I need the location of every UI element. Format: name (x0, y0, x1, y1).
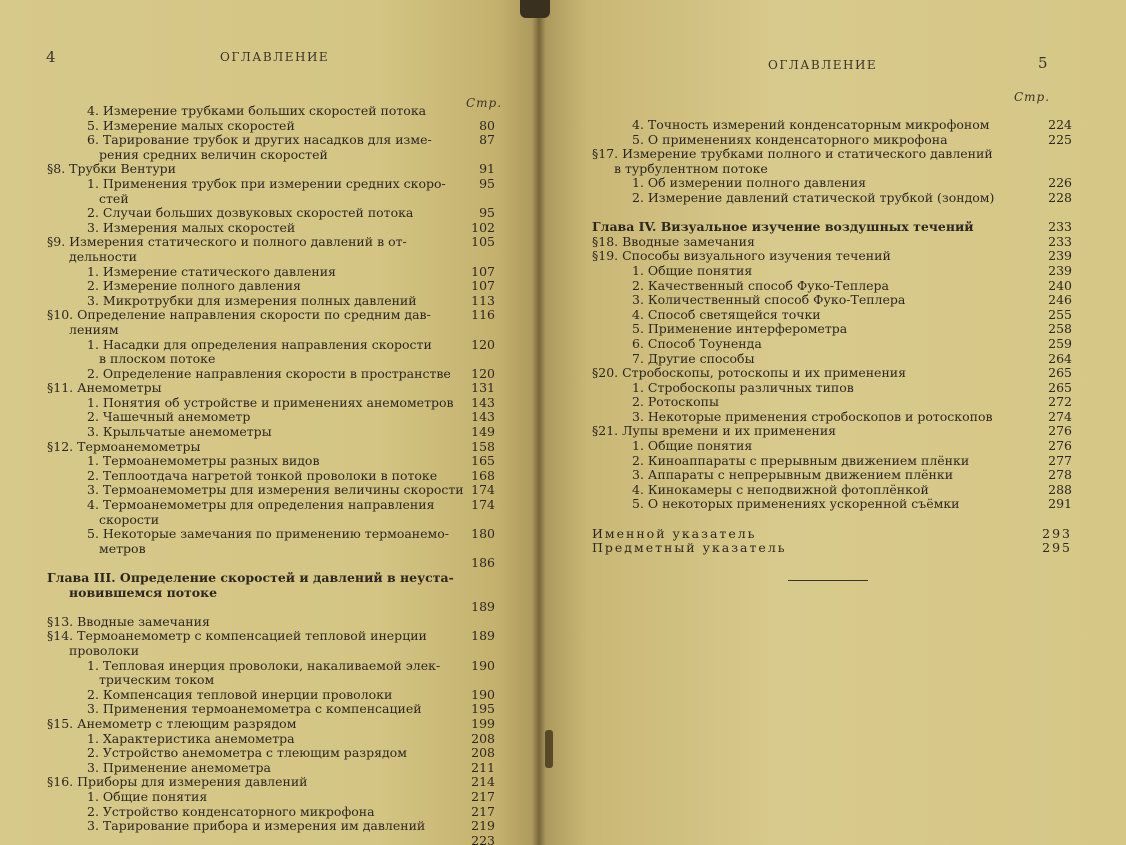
toc-entry-page: 120 (471, 336, 495, 352)
left-page-number: 4 (46, 48, 56, 66)
toc-entry (47, 527, 495, 542)
toc-entry-title: 2. Случаи больших дозвуковых скоростей потока (87, 205, 414, 221)
toc-entry-page: 276 (1048, 438, 1072, 454)
toc-entry-page: 95 (479, 175, 495, 191)
toc-entry-page: 102 (471, 219, 495, 235)
toc-entry-page: 87 (479, 132, 495, 148)
toc-entry-title: §15. Анемометр с тлеющим разрядом (47, 715, 297, 731)
toc-entry-page: 120 (471, 365, 495, 381)
toc-entry-title: §11. Анемометры (47, 380, 162, 396)
toc-entry (47, 498, 495, 513)
toc-entry-page: 105 (471, 234, 495, 250)
toc-entry (47, 381, 495, 396)
toc-entry-page: 295 (1042, 540, 1072, 556)
toc-entry (47, 104, 495, 119)
toc-entry (47, 454, 495, 469)
toc-entry-title: 5. Измерение малых скоростей (87, 117, 295, 133)
toc-entry-page: 189 (471, 628, 495, 644)
toc-entry-title: 1. Тепловая инерция проволоки, накаливаемой элек- (87, 657, 441, 673)
toc-entry-title: 4. Точность измерений конденсаторным микрофоном (632, 117, 990, 132)
right-page-header: ОГЛАВЛЕНИЕ (768, 58, 878, 72)
toc-entry (47, 702, 495, 717)
toc-entry-title: 1. Стробоскопы различных типов (632, 379, 854, 395)
toc-entry (592, 468, 1072, 483)
toc-entry (592, 176, 1072, 191)
left-page-header: ОГЛАВЛЕНИЕ (220, 50, 330, 64)
toc-entry (47, 600, 495, 615)
toc-entry-page: 258 (1048, 321, 1072, 337)
toc-entry-title: §10. Определение направления скорости по средним дав- (47, 307, 431, 323)
toc-entry (592, 249, 1072, 264)
toc-entry-title: Глава IV. Визуальное изучение воздушных течений (592, 219, 974, 235)
toc-entry-title: 1. Измерение статического давления (87, 263, 336, 279)
toc-entry (47, 265, 495, 280)
toc-entry-title: в плоском потоке (99, 351, 216, 367)
toc-entry-title: дельности (69, 248, 137, 264)
right-page-column-label: Стр. (1014, 90, 1051, 104)
toc-entry (592, 118, 1072, 133)
end-rule (788, 580, 868, 581)
toc-entry (47, 192, 495, 207)
toc-entry-page: 225 (1048, 131, 1072, 147)
toc-entry-page: 264 (1048, 350, 1072, 366)
toc-entry-page: 91 (479, 161, 495, 177)
toc-entry-page: 233 (1048, 219, 1072, 235)
toc-entry (592, 308, 1072, 323)
right-page-number: 5 (1038, 54, 1048, 72)
book-spine (520, 0, 550, 18)
toc-entry-page: 174 (471, 497, 495, 513)
toc-entry-page: 199 (471, 715, 495, 731)
page-smudge (545, 730, 553, 768)
toc-entry-title: 2. Компенсация тепловой инерции проволоки (87, 686, 393, 702)
toc-entry (592, 483, 1072, 498)
toc-entry (592, 395, 1072, 410)
toc-entry-title: в турбулентном потоке (614, 160, 768, 176)
toc-entry (47, 732, 495, 747)
toc-entry-title: 6. Способ Тоуненда (632, 335, 762, 351)
toc-entry (592, 512, 1072, 527)
toc-entry-page: 233 (1048, 233, 1072, 249)
toc-entry-title: 5. Применение интерферометра (632, 321, 848, 337)
toc-entry-title: 2. Измерение полного давления (87, 278, 301, 294)
toc-entry (47, 586, 495, 601)
toc-entry-page: 272 (1048, 394, 1072, 410)
toc-entry-title: Предметный указатель (592, 540, 787, 556)
toc-entry (592, 541, 1072, 556)
toc-entry (47, 177, 495, 192)
toc-entry-title: 3. Применение анемометра (87, 759, 271, 775)
toc-entry (47, 644, 495, 659)
toc-entry-title: стей (99, 190, 129, 206)
toc-entry (592, 352, 1072, 367)
toc-entry-page: 174 (471, 482, 495, 498)
right-toc-list (592, 118, 1072, 556)
left-page (0, 0, 540, 845)
toc-entry (592, 147, 1072, 162)
toc-entry (47, 425, 495, 440)
toc-entry-page: 239 (1048, 248, 1072, 264)
toc-entry (47, 805, 495, 820)
toc-entry (47, 133, 495, 148)
toc-entry (47, 308, 495, 323)
toc-entry (592, 439, 1072, 454)
toc-entry-title: 4. Кинокамеры с неподвижной фотоплёнкой (632, 481, 929, 497)
toc-entry (47, 323, 495, 338)
toc-entry-title: §12. Термоанемометры (47, 438, 201, 454)
toc-entry-page: 107 (471, 278, 495, 294)
toc-entry-page: 255 (1048, 306, 1072, 322)
toc-entry-page: 113 (471, 292, 495, 308)
toc-entry-page: 219 (471, 818, 495, 834)
toc-entry-page: 291 (1048, 496, 1072, 512)
toc-entry-page: 278 (1048, 467, 1072, 483)
toc-entry-title: §13. Вводные замечания (47, 613, 210, 629)
toc-entry (592, 191, 1072, 206)
toc-entry-title: проволоки (69, 642, 140, 658)
toc-entry (47, 148, 495, 163)
toc-entry-title: 1. Насадки для определения направления скорости (87, 336, 432, 352)
toc-entry-page: 211 (471, 759, 495, 775)
toc-entry-title: трическим током (99, 672, 215, 688)
toc-entry (47, 206, 495, 221)
toc-entry-title: 1. Термоанемометры разных видов (87, 453, 320, 469)
toc-entry (47, 396, 495, 411)
toc-entry-title: метров (99, 540, 146, 556)
toc-entry-title: 1. Общие понятия (87, 788, 208, 804)
toc-entry-page: 265 (1048, 379, 1072, 395)
book-gutter (532, 0, 546, 845)
toc-entry-title: 3. Тарирование прибора и измерения им давлений (87, 818, 426, 834)
toc-entry-page: 116 (471, 307, 495, 323)
toc-entry-page: 165 (471, 453, 495, 469)
toc-entry-title: новившемся потоке (69, 584, 218, 600)
toc-entry (47, 571, 495, 586)
toc-entry-title: 3. Количественный способ Фуко-Теплера (632, 292, 906, 308)
toc-entry-title: 1. Понятия об устройстве и применениях анемометров (87, 394, 454, 410)
toc-entry-title: 2. Киноаппараты с прерывным движением плёнки (632, 452, 970, 468)
toc-entry (47, 483, 495, 498)
toc-entry-title: 2. Определение направления скорости в пространстве (87, 365, 451, 381)
toc-entry (592, 206, 1072, 221)
toc-entry (592, 293, 1072, 308)
toc-entry-page: 239 (1048, 262, 1072, 278)
toc-entry-title: 3. Применения термоанемометра с компенсацией (87, 701, 422, 717)
toc-entry-page: 186 (471, 555, 495, 571)
toc-entry-title: 3. Термоанемометры для измерения величины скорости (87, 482, 464, 498)
toc-entry (47, 162, 495, 177)
toc-entry (47, 819, 495, 834)
toc-entry-title: 2. Качественный способ Фуко-Теплера (632, 277, 889, 293)
toc-entry-page: 293 (1042, 525, 1072, 541)
toc-entry-page: 217 (471, 803, 495, 819)
toc-entry (592, 279, 1072, 294)
toc-entry-page: 168 (471, 467, 495, 483)
toc-entry-page: 131 (471, 380, 495, 396)
toc-entry-page: 224 (1048, 117, 1072, 132)
toc-entry (592, 381, 1072, 396)
toc-entry-title: 7. Другие способы (632, 350, 755, 366)
toc-entry (47, 279, 495, 294)
toc-entry-title: §21. Лупы времени и их применения (592, 423, 837, 439)
toc-entry (47, 615, 495, 630)
toc-entry-page: 208 (471, 730, 495, 746)
toc-entry-title: 4. Измерение трубками больших скоростей потока (87, 103, 427, 118)
toc-entry (47, 410, 495, 425)
toc-entry-page: 80 (479, 117, 495, 133)
toc-entry (47, 367, 495, 382)
toc-entry (592, 133, 1072, 148)
toc-entry-title: 2. Устройство анемометра с тлеющим разрядом (87, 745, 407, 761)
toc-entry (47, 469, 495, 484)
toc-entry (47, 235, 495, 250)
toc-entry (592, 162, 1072, 177)
toc-entry-page: 217 (471, 788, 495, 804)
toc-entry-title: Именной указатель (592, 525, 757, 541)
toc-entry (592, 424, 1072, 439)
toc-entry-title: 1. Характеристика анемометра (87, 730, 295, 746)
toc-entry-title: 1. Общие понятия (632, 438, 753, 454)
left-page-column-label: Стр. (466, 96, 503, 110)
toc-entry-page: 95 (479, 205, 495, 221)
toc-entry-title: 4. Термоанемометры для определения направления (87, 497, 435, 513)
toc-entry (47, 440, 495, 455)
toc-entry (592, 527, 1072, 542)
toc-entry-title: §8. Трубки Вентури (47, 161, 177, 177)
toc-entry (47, 221, 495, 236)
toc-entry-page: 190 (471, 657, 495, 673)
toc-entry-page: 107 (471, 263, 495, 279)
toc-entry-page: 265 (1048, 365, 1072, 381)
toc-entry-page: 180 (471, 526, 495, 542)
toc-entry-page: 259 (1048, 335, 1072, 351)
toc-entry (47, 119, 495, 134)
toc-entry (592, 264, 1072, 279)
toc-entry (592, 410, 1072, 425)
toc-entry (592, 497, 1072, 512)
toc-entry (592, 322, 1072, 337)
toc-entry (47, 834, 495, 845)
toc-entry-title: 5. Некоторые замечания по применению термоанемо- (87, 526, 450, 542)
toc-entry-page: 228 (1048, 189, 1072, 205)
toc-entry (47, 250, 495, 265)
toc-entry-title: 5. О некоторых применениях ускоренной съёмки (632, 496, 960, 512)
toc-entry-title: 3. Микротрубки для измерения полных давлений (87, 292, 417, 308)
toc-entry-page: 240 (1048, 277, 1072, 293)
toc-entry-title: 2. Теплоотдача нагретой тонкой проволоки в потоке (87, 467, 438, 483)
toc-entry-page: 288 (1048, 481, 1072, 497)
toc-entry-title: 3. Некоторые применения стробоскопов и ротоскопов (632, 408, 993, 424)
toc-entry (592, 235, 1072, 250)
toc-entry-page: 208 (471, 745, 495, 761)
toc-entry (47, 352, 495, 367)
toc-entry (592, 366, 1072, 381)
toc-entry (47, 761, 495, 776)
toc-entry (592, 337, 1072, 352)
toc-entry (47, 746, 495, 761)
toc-entry-page: 246 (1048, 292, 1072, 308)
toc-entry (47, 542, 495, 557)
toc-entry-page: 195 (471, 701, 495, 717)
toc-entry-title: §20. Стробоскопы, ротоскопы и их применения (592, 365, 907, 381)
toc-entry (47, 629, 495, 644)
toc-entry-title: 2. Устройство конденсаторного микрофона (87, 803, 375, 819)
toc-entry (47, 338, 495, 353)
toc-entry-page: 190 (471, 686, 495, 702)
toc-entry (47, 294, 495, 309)
left-toc-list (47, 104, 495, 845)
toc-entry-title: 5. О применениях конденсаторного микрофона (632, 131, 948, 147)
toc-entry-page: 158 (471, 438, 495, 454)
toc-entry (47, 513, 495, 528)
toc-entry-title: лениям (69, 321, 119, 337)
toc-entry-title: 3. Аппараты с непрерывным движением плёнки (632, 467, 954, 483)
toc-entry-title: §18. Вводные замечания (592, 233, 755, 249)
toc-entry-title: 1. Общие понятия (632, 262, 753, 278)
toc-entry-title: 6. Тарирование трубок и других насадков для изме- (87, 132, 432, 148)
toc-entry-page: 143 (471, 409, 495, 425)
toc-entry-title: 2. Ротоскопы (632, 394, 719, 410)
toc-entry (47, 556, 495, 571)
toc-entry (47, 775, 495, 790)
toc-entry-title: 2. Измерение давлений статической трубкой (зондом) (632, 189, 995, 205)
toc-entry-page: 214 (471, 774, 495, 790)
toc-entry (47, 659, 495, 674)
toc-entry-page: 143 (471, 394, 495, 410)
toc-entry (47, 790, 495, 805)
toc-entry-page: 274 (1048, 408, 1072, 424)
toc-entry (592, 220, 1072, 235)
toc-entry-title: §19. Способы визуального изучения течений (592, 248, 891, 264)
toc-entry-title: 3. Измерения малых скоростей (87, 219, 296, 235)
toc-entry-title: §9. Измерения статического и полного давлений в от- (47, 234, 407, 250)
toc-entry-title: 4. Способ светящейся точки (632, 306, 821, 322)
toc-entry-title: §17. Измерение трубками полного и статического давлений (592, 146, 993, 162)
toc-entry-title: §14. Термоанемометр с компенсацией тепловой инерции (47, 628, 427, 644)
toc-entry-page: 276 (1048, 423, 1072, 439)
toc-entry-title: 1. Об измерении полного давления (632, 175, 867, 191)
toc-entry-title: 1. Применения трубок при измерении средних скоро- (87, 175, 446, 191)
toc-entry-page: 149 (471, 424, 495, 440)
toc-entry-page: 223 (471, 832, 495, 845)
toc-entry-title: 3. Крыльчатые анемометры (87, 424, 272, 440)
toc-entry-page: 226 (1048, 175, 1072, 191)
toc-entry (47, 673, 495, 688)
toc-entry-title: §16. Приборы для измерения давлений (47, 774, 308, 790)
toc-entry-title: 2. Чашечный анемометр (87, 409, 251, 425)
toc-entry-title: скорости (99, 511, 160, 527)
toc-entry (592, 454, 1072, 469)
toc-entry (47, 688, 495, 703)
toc-entry-title: рения средних величин скоростей (99, 146, 328, 162)
toc-entry-page: 189 (471, 599, 495, 615)
toc-entry-title: Глава III. Определение скоростей и давлений в неуста- (47, 570, 454, 585)
toc-entry-page: 277 (1048, 452, 1072, 468)
toc-entry (47, 717, 495, 732)
